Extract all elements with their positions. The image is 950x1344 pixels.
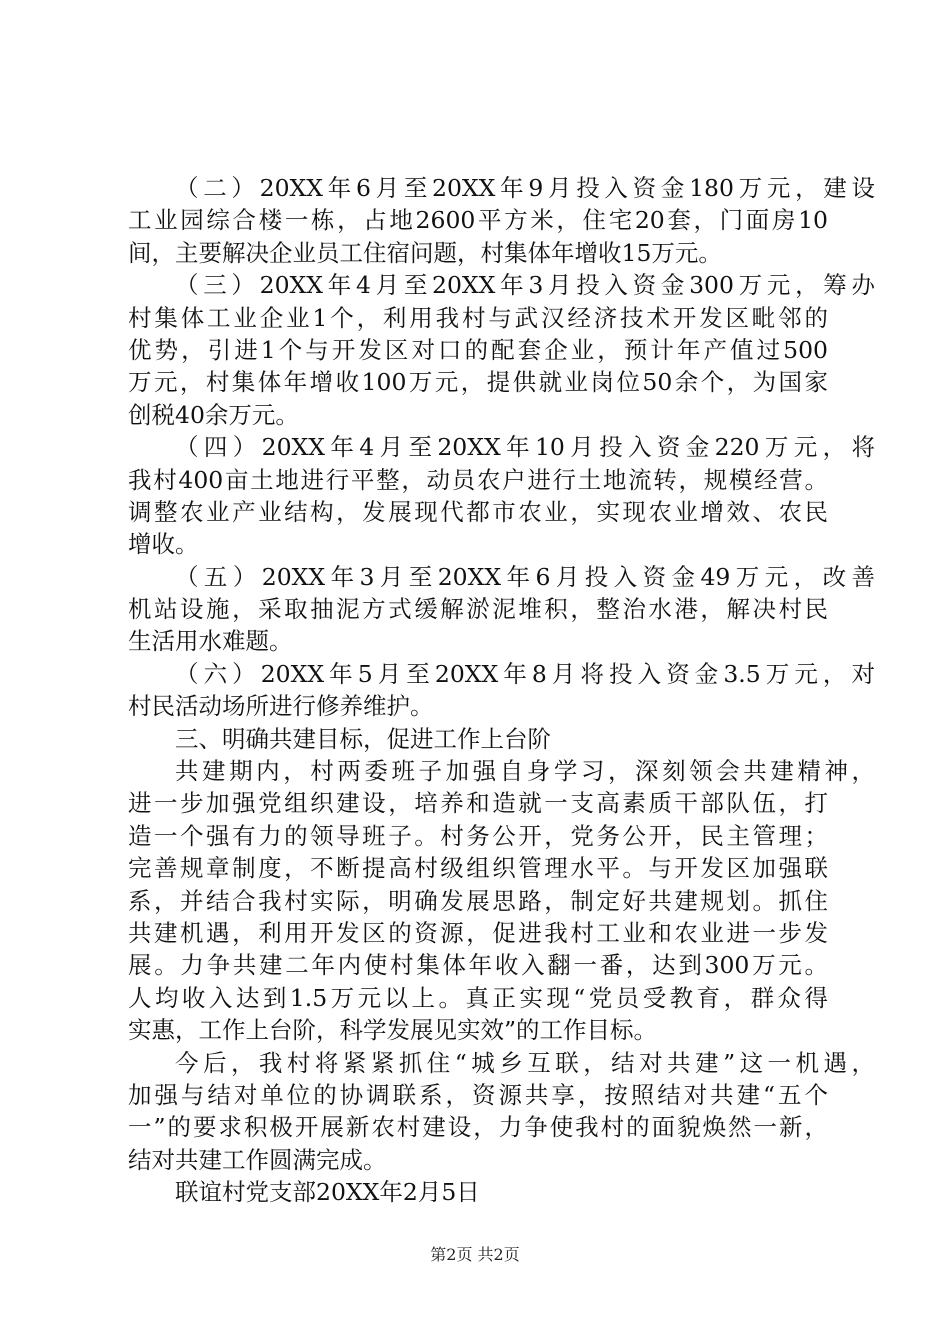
- text-line: 今后，我村将紧紧抓住“城乡互联，结对共建”这一机遇，: [175, 1048, 875, 1077]
- text-line: 机站设施，采取抽泥方式缓解淤泥堆积，整治水港，解决村民: [128, 595, 828, 624]
- text-line: （二）20XX年6月至20XX年9月投入资金180万元，建设: [175, 174, 875, 202]
- section-heading-text: 三、明确共建目标，促进工作上台阶: [175, 724, 551, 753]
- document-body: [128, 172, 875, 1209]
- paragraph-item-6: [128, 658, 875, 723]
- paragraph-item-5: [128, 561, 875, 658]
- text-line: （六）20XX年5月至20XX年8月将投入资金3.5万元，对: [175, 659, 875, 688]
- page-footer: 第2页 共2页: [430, 1245, 520, 1264]
- paragraph-item-2: [128, 172, 875, 269]
- text-line: （五）20XX年3月至20XX年6月投入资金49万元，改善: [175, 562, 875, 591]
- text-line: 一”的要求积极开展新农村建设，力争使我村的面貌焕然一新，: [128, 1113, 828, 1142]
- text-line: 调整农业产业结构，发展现代都市农业，实现农业增效、农民: [128, 497, 828, 526]
- text-line: 我村400亩土地进行平整，动员农户进行土地流转，规模经营。: [128, 465, 828, 494]
- text-line: 进一步加强党组织建设，培养和造就一支高素质干部队伍，打: [128, 789, 828, 818]
- signature-text: 联谊村党支部20XX年2月5日: [175, 1178, 480, 1207]
- signature: [128, 1176, 828, 1208]
- text-line: 万元，村集体年增收100万元，提供就业岗位50余个，为国家: [128, 368, 828, 397]
- text-line: 工业园综合楼一栋，占地2600平方米，住宅20套，门面房10: [128, 206, 828, 235]
- text-line: 共建机遇，利用开发区的资源，促进我村工业和农业进一步发: [128, 918, 828, 947]
- text-line: 系，并结合我村实际，明确发展思路，制定好共建规划。抓住: [128, 886, 828, 915]
- text-line: （三）20XX年4月至20XX年3月投入资金300万元，筹办: [175, 271, 875, 300]
- paragraph-conclusion: [128, 1047, 875, 1177]
- text-line: 村民活动场所进行修养维护。: [128, 692, 434, 721]
- section-heading: [128, 723, 828, 755]
- paragraph-goals: [128, 755, 875, 1047]
- text-line: 完善规章制度，不断提高村级组织管理水平。与开发区加强联: [128, 854, 828, 883]
- text-line: （四）20XX年4月至20XX年10月投入资金220万元，将: [175, 433, 875, 462]
- paragraph-item-4: [128, 431, 875, 561]
- text-line: 村集体工业企业1个，利用我村与武汉经济技术开发区毗邻的: [128, 303, 828, 332]
- text-line: 增收。: [128, 530, 199, 559]
- text-line: 造一个强有力的领导班子。村务公开，党务公开，民主管理；: [128, 821, 828, 850]
- text-line: 创税40余万元。: [128, 400, 299, 429]
- text-line: 人均收入达到1.5万元以上。真正实现“党员受教育，群众得: [128, 983, 828, 1012]
- text-line: 共建期内，村两委班子加强自身学习，深刻领会共建精神，: [175, 757, 875, 786]
- text-line: 实惠，工作上台阶，科学发展见实效”的工作目标。: [128, 1016, 658, 1045]
- text-line: 展。力争共建二年内使村集体年收入翻一番，达到300万元。: [128, 951, 828, 980]
- text-line: 生活用水难题。: [128, 627, 293, 656]
- text-line: 间，主要解决企业员工住宿问题，村集体年增收15万元。: [128, 238, 722, 267]
- text-line: 优势，引进1个与开发区对口的配套企业，预计年产值过500: [128, 335, 828, 364]
- text-line: 结对共建工作圆满完成。: [128, 1145, 387, 1174]
- text-line: 加强与结对单位的协调联系，资源共享，按照结对共建“五个: [128, 1080, 828, 1109]
- paragraph-item-3: [128, 269, 875, 431]
